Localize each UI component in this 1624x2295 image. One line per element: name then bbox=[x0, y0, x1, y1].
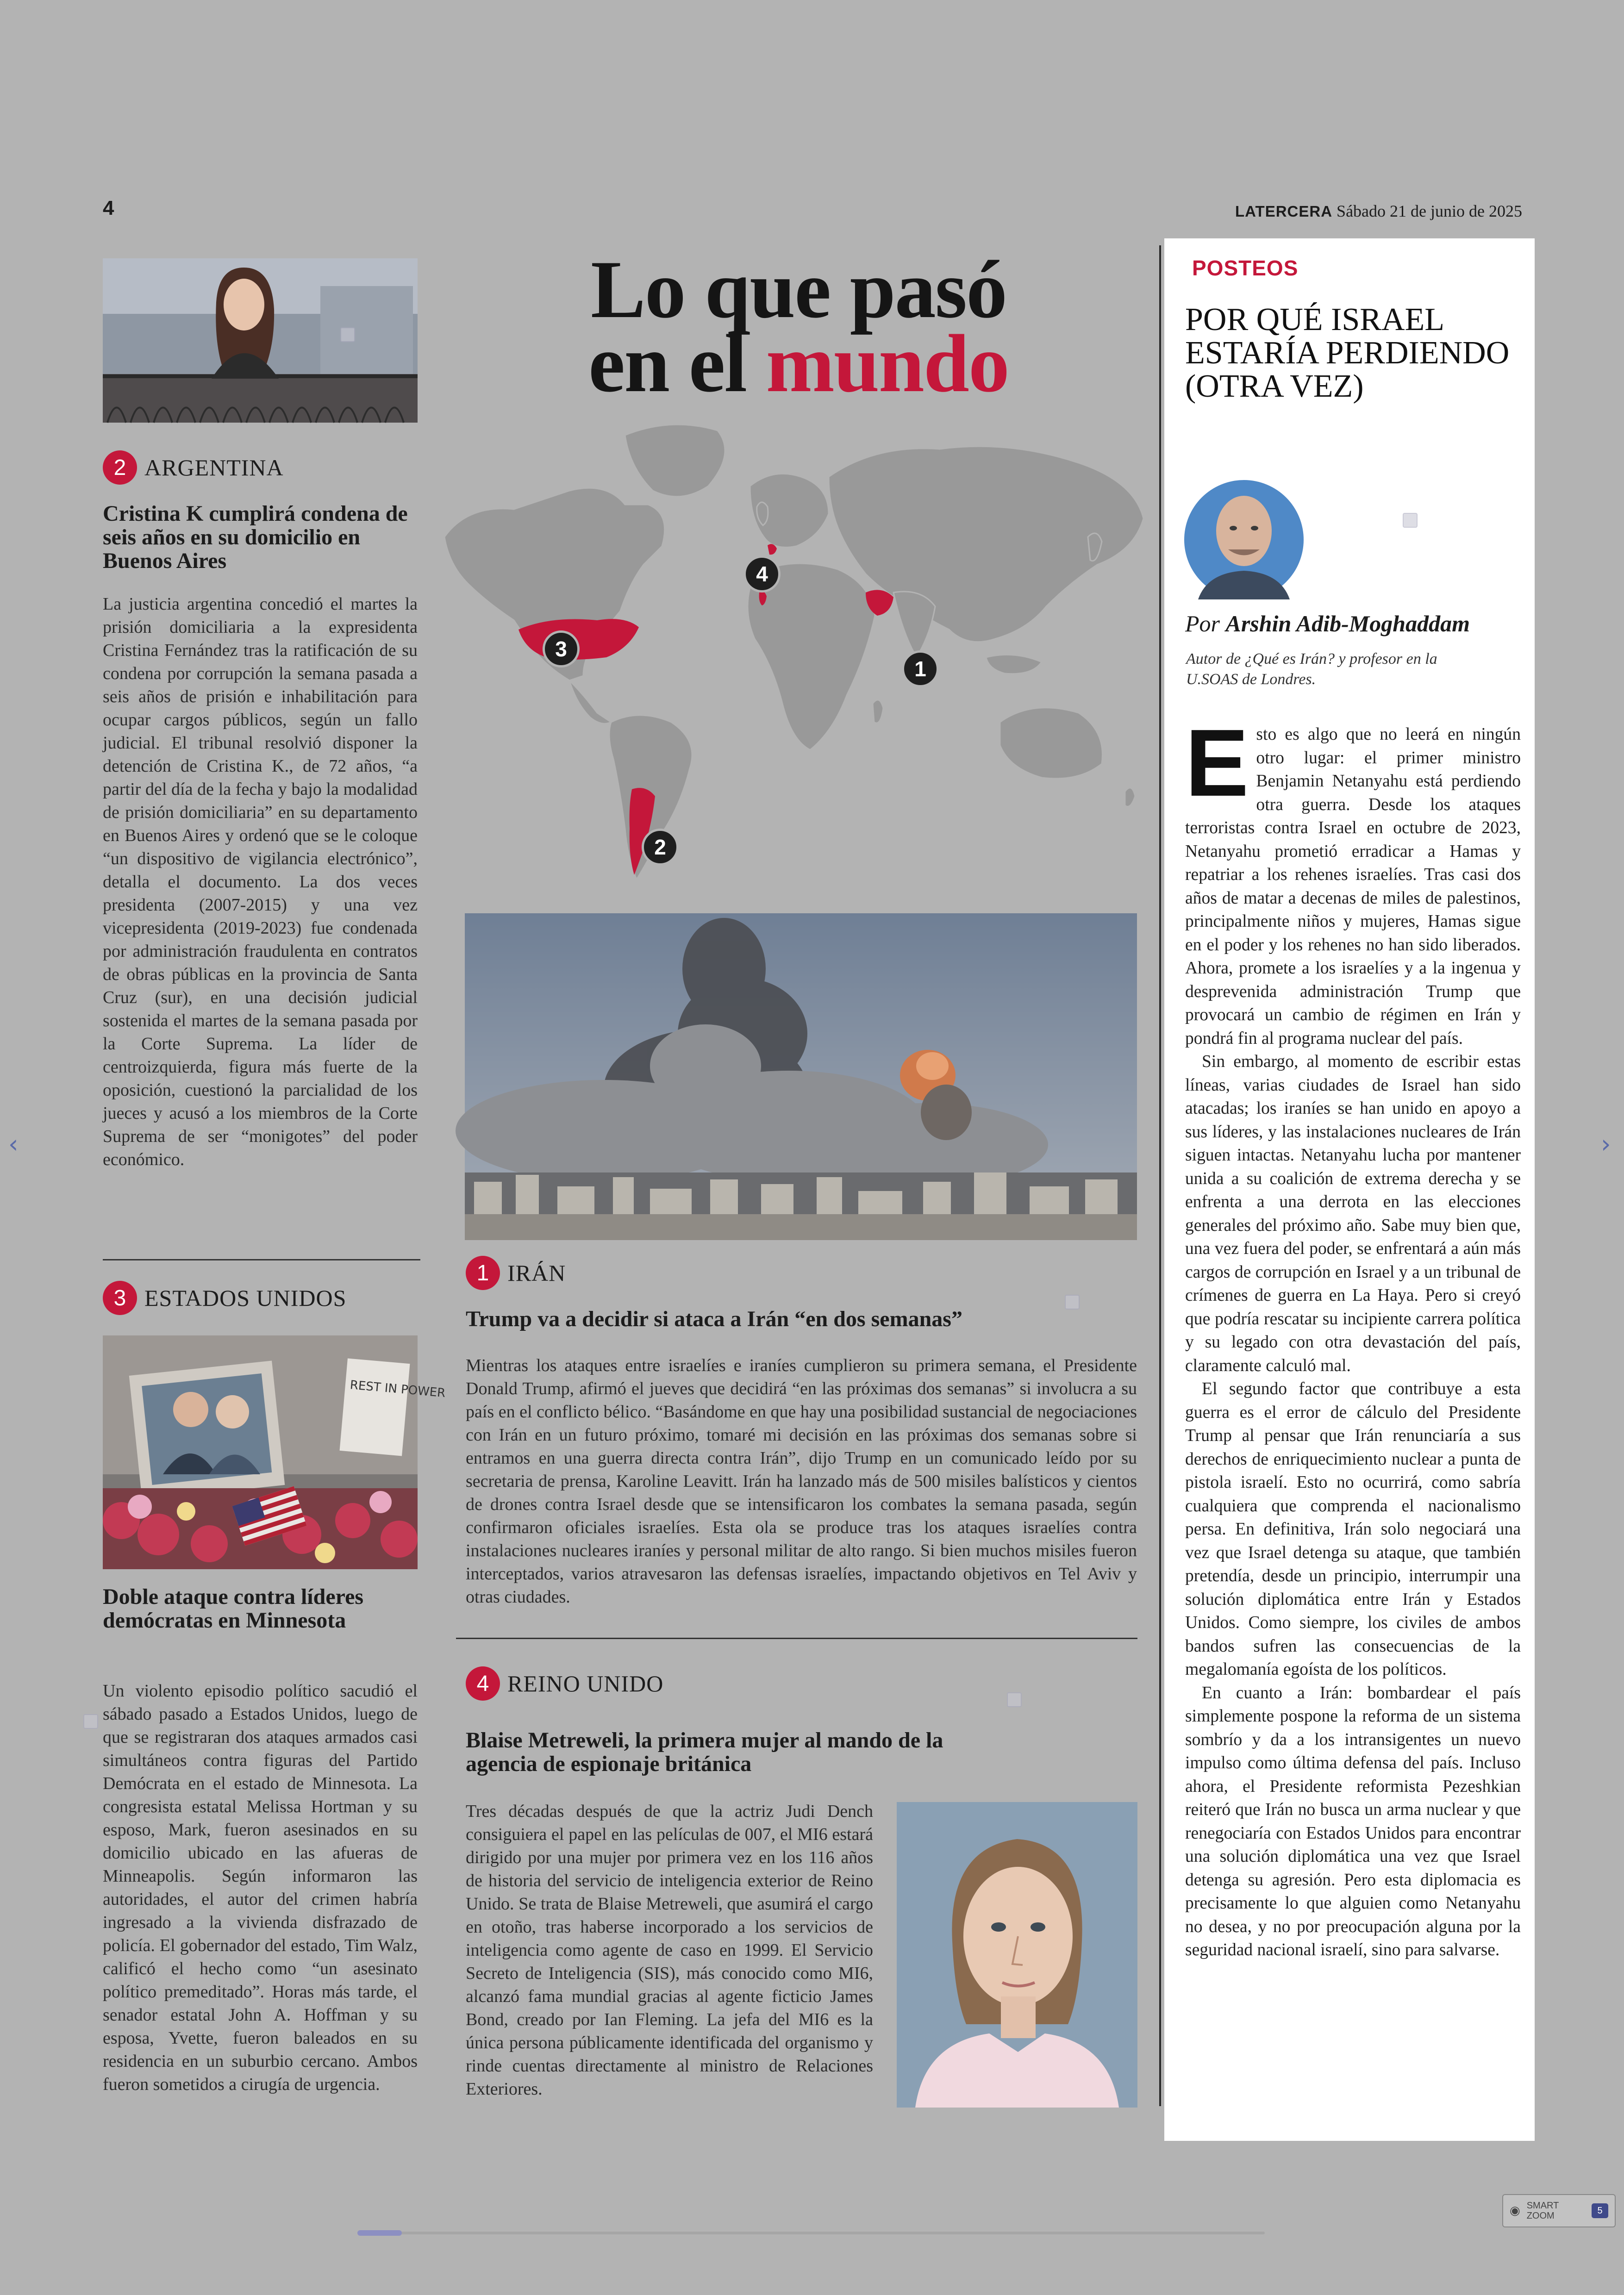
page-number: 4 bbox=[103, 197, 114, 219]
argentina-photo bbox=[103, 258, 418, 423]
eye-icon: ◉ bbox=[1510, 2204, 1520, 2218]
opinion-dropcap: E bbox=[1185, 710, 1249, 816]
opinion-divider bbox=[1159, 245, 1161, 2106]
uk-body: Tres décadas después de que la actriz Judi Dench consiguiera el papel en las películas de 007, el MI6 estará dirigido por una mujer por primera vez en los 116 años de historia del servicio de inteligencia exterior de Reino Unido. Se trata de Blaise Metreweli, que asumirá el cargo en otoño, tras haberse incorporado a los servicios de inteligencia como agente de caso en 1999. El Servicio Secreto de Inteligencia (SIS), más conocido como MI6, alcanzó fama mundial gracias al agente ficticio James Bond, creado por Ian Fleming. La jefa del MI6 es la única persona públicamente identificada del organismo y rinde cuentas directamente al ministro de Relaciones Exteriores. bbox=[466, 1802, 873, 2099]
feature-title-line2: en el bbox=[588, 318, 766, 409]
usa-headline[interactable]: Doble ataque contra líderes demócratas en Minnesota bbox=[103, 1584, 364, 1633]
feature-title bbox=[463, 243, 1134, 409]
uk-portrait-photo bbox=[897, 1802, 1137, 2108]
smart-zoom-label-1: SMART bbox=[1526, 2201, 1559, 2211]
opinion-paragraph-2: Sin embargo, al momento de escribir estas líneas, varias ciudades de Israel han sido atacadas; los iraníes se han unido en apoyo a sus líderes, y las instalaciones nucleares de Irán siguen intactas. Netanyahu lucha por mantener unida a su coalición de extrema derecha y se enfrenta a una derrota en las elecciones generales del próximo año. Sabe muy bien que, una vez fuera del poder, se enfrentará a aún más cargos de corrupción en Israel y a un tribunal de crímenes de guerra en La Haya. Pero si creyó que podría rescatar su incipiente carrera política y su legado con otra devastación del país, claramente calculó mal. bbox=[1185, 1052, 1521, 1375]
world-map bbox=[431, 398, 1148, 889]
uk-section-header bbox=[466, 1666, 663, 1701]
feature-title-line1: Lo que pasó bbox=[591, 243, 1006, 335]
opinion-paragraph-3: El segundo factor que contribuye a esta guerra es el error de cálculo del Presidente Trump al pensar que Irán renunciaría a sus derechos de enriquecimiento nuclear a punta de pistola israelí. Esto no ocurrirá, como sabría cualquiera que comprenda el nacionalismo persa. En definitiva, Irán solo negociará una vez que Israel detenga su ataque, que también pretendía, desde un principio, interrumpir una solución diplomática entre Irán y Estados Unidos. Como siempre, los civiles de ambos bandos sufren las consecuencias de la megalomanía egoísta de los políticos. bbox=[1185, 1379, 1521, 1679]
page-marker bbox=[1403, 513, 1418, 528]
usa-memorial-photo bbox=[103, 1335, 446, 1569]
center-divider bbox=[456, 1638, 1137, 1639]
usa-body: Un violento episodio político sacudió el sábado pasado a Estados Unidos, luego de que se registraran dos ataques armados casi simultáneos contra figuras del Partido Demócrata en el estado de Minnesota. La congresista estatal Melissa Hortman y su esposo, Mark, fueron asesinados en su domicilio ubicado en las afueras de Minneapolis. Según informaron las autoridades, el autor del crimen habría ingresado a la vivienda disfrazado de policía. El gobernador del estado, Tim Walz, calificó el hecho como “un asesinato político premeditado”. Horas más tarde, el senador estatal John A. Hoffman y su esposa, Yvette, fueron baleados en su residencia en un suburbio cercano. Ambos fueron sometidos a cirugía de urgencia. bbox=[103, 1681, 418, 2094]
page-scroll-track[interactable] bbox=[357, 2232, 1265, 2234]
byline-prefix: Por bbox=[1185, 611, 1226, 636]
iran-body: Mientras los ataques entre israelíes e iraníes cumplieron su primera semana, el Presidente Donald Trump, afirmó el jueves que decidirá “en las próximas dos semanas” si involucra a su país en el conflicto bélico. “Basándome en que hay una posibilidad sustancial de negociaciones con Irán en un futuro próximo, tomaré mi decisión en las próximas dos semanas sobre si entramos en una guerra directa contra Irán”, dijo Trump en un comunicado leído por su secretaria de prensa, Karoline Leavitt. Irán ha lanzado más de 500 misiles balísticos y cientos de drones contra Israel desde que se intensificaron los combates la semana pasada, según confirmaron oficiales israelíes. Esta ola se produce tras los ataques israelíes contra instalaciones nucleares iraníes y personal militar de alto rango. Si bien muchos misiles fueron interceptados, varios atravesaron las defensas israelíes, impactando objetivos en Tel Aviv y otras ciudades. bbox=[466, 1356, 1137, 1607]
iran-strike-photo bbox=[465, 913, 1137, 1240]
masthead bbox=[1235, 201, 1522, 221]
opinion-paragraph-1: sto es algo que no leerá en ningún otro lugar: el primer ministro Benjamin Netanyahu está perdiendo otra guerra. Desde los ataques terroristas contra Israel en octubre de 2023, Netanyahu prometió erradicar a Hamas y repatriar a los rehenes israelíes. Tras casi dos años de matar a decenas de miles de palestinos, principalmente niños y mujeres, Hamas sigue en el poder y los rehenes no han sido liberados. Ahora, promete a los israelíes y a la ingenua y desprevenida administración Trump que provocará un cambio de régimen en Irán y pondrá fin al programa nuclear del país. bbox=[1185, 725, 1521, 1048]
opinion-body bbox=[1185, 710, 1521, 1962]
page-marker bbox=[340, 327, 355, 342]
author-name[interactable]: Arshin Adib-Moghaddam bbox=[1225, 611, 1470, 636]
opinion-paragraph-4: En cuanto a Irán: bombardear el país simplemente pospone la reforma de un sistema sombrío y da a los intransigentes un nuevo impulso como última defensa del país. Incluso ahora, el Presidente reformista Pezeshkian reiteró que Irán no busca un arma nuclear y que renegociaría con Estados Unidos para encontrar una solución diplomática una vez que Israel detenga su agresión. Pero esta diplomacia es precisamente lo que alguien como Netanyahu no desea, y no por preocupación alguna por la seguridad nacional israelí, sino para salvarse. bbox=[1185, 1683, 1521, 1959]
argentina-number-badge: 2 bbox=[103, 450, 137, 485]
map-pin-uk[interactable]: 4 bbox=[743, 555, 781, 592]
uk-headline[interactable]: Blaise Metreweli, la primera mujer al mando de la agencia de espionaje británica bbox=[466, 1728, 943, 1776]
opinion-tag: POSTEOS bbox=[1192, 256, 1299, 280]
iran-section-header bbox=[466, 1256, 566, 1290]
brand-name: LATERCERA bbox=[1235, 203, 1333, 220]
page-marker bbox=[1007, 1692, 1022, 1707]
smart-zoom-label bbox=[1527, 2201, 1559, 2221]
issue-date: Sábado 21 de junio de 2025 bbox=[1337, 202, 1522, 220]
opinion-title[interactable]: POR QUÉ ISRAEL ESTARÍA PERDIENDO (OTRA VEZ) bbox=[1185, 302, 1510, 404]
usa-section-header bbox=[103, 1281, 346, 1315]
usa-section-label: ESTADOS UNIDOS bbox=[144, 1285, 347, 1311]
author-byline bbox=[1185, 610, 1470, 637]
left-column-divider bbox=[103, 1259, 420, 1260]
smart-zoom-label-2: ZOOM bbox=[1526, 2211, 1555, 2221]
argentina-section-header bbox=[103, 450, 284, 485]
page-scroll-thumb[interactable] bbox=[357, 2230, 402, 2236]
smart-zoom-button[interactable] bbox=[1502, 2194, 1616, 2227]
next-page-arrow[interactable]: › bbox=[1601, 1129, 1611, 1159]
page-marker bbox=[1065, 1295, 1080, 1310]
usa-number-badge: 3 bbox=[103, 1281, 137, 1315]
usa-photo-sign: REST IN POWER bbox=[349, 1378, 446, 1401]
zoom-badge: 5 bbox=[1592, 2203, 1608, 2218]
author-avatar bbox=[1184, 480, 1304, 599]
map-pin-argentina[interactable]: 2 bbox=[642, 829, 679, 866]
argentina-body: La justicia argentina concedió el martes la prisión domiciliaria a la expresidenta Cristina Fernández tras la ratificación de su condena por corrupción la semana pasada a seis años de prisión e inhabilitación para ocupar cargos públicos, según un fallo judicial. El tribunal resolvió disponer la detención de Cristina K., de 72 años, “a partir del día de la fecha y bajo la modalidad de prisión domiciliaria” en su departamento en Buenos Aires y ordenó que se le coloque “un dispositivo de vigilancia electrónico”, detalla el documento. La dos veces presidenta (2007-2015) y una vez vicepresidenta (2019-2023) fue condenada por administración fraudulenta en contratos de obras públicas en la provincia de Santa Cruz (sur), en una decisión judicial sostenida el martes de la semana pasada por la Corte Suprema. La líder de centroizquierda, figura más fuerte de la oposición, cuestionó la parcialidad de los jueces y acusó a los miembros de la Corte Suprema de ser “monigotes” del poder económico. bbox=[103, 594, 418, 1169]
iran-number-badge: 1 bbox=[466, 1256, 500, 1290]
argentina-headline[interactable]: Cristina K cumplirá condena de seis años en su domicilio en Buenos Aires bbox=[103, 501, 408, 573]
map-pin-usa[interactable]: 3 bbox=[543, 630, 580, 667]
iran-section-label: IRÁN bbox=[507, 1260, 566, 1286]
feature-title-accent: mundo bbox=[766, 318, 1009, 409]
iran-headline[interactable]: Trump va a decidir si ataca a Irán “en dos semanas” bbox=[466, 1307, 962, 1331]
uk-number-badge: 4 bbox=[466, 1666, 500, 1701]
page-marker bbox=[83, 1714, 98, 1729]
map-pin-iran[interactable]: 1 bbox=[902, 650, 939, 687]
argentina-section-label: ARGENTINA bbox=[144, 455, 284, 480]
author-affiliation: Autor de ¿Qué es Irán? y profesor en la U.SOAS de Londres. bbox=[1186, 650, 1437, 688]
prev-page-arrow[interactable]: ‹ bbox=[8, 1129, 19, 1159]
uk-section-label: REINO UNIDO bbox=[507, 1671, 664, 1696]
